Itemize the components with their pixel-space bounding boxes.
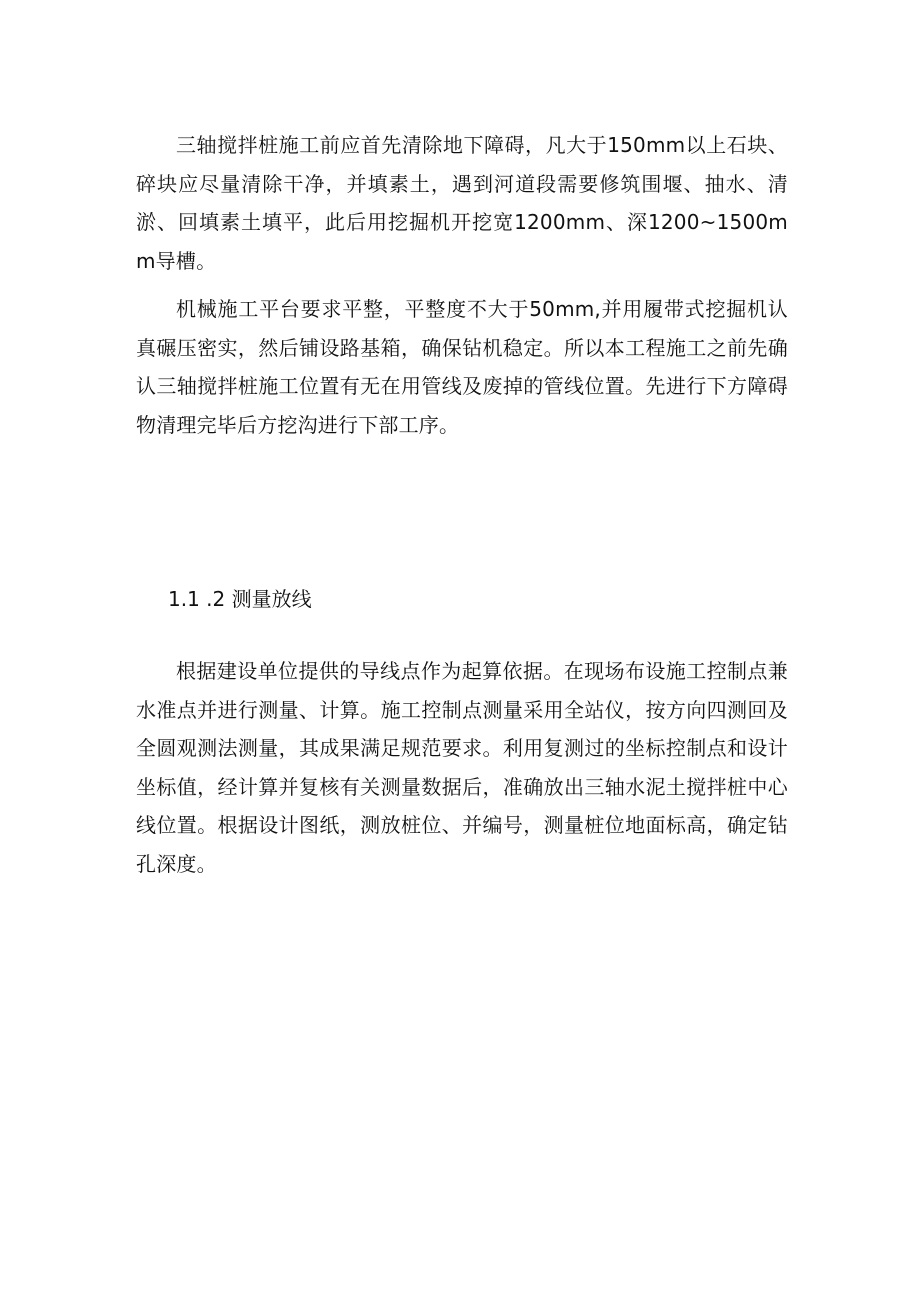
- paragraph-site-clearing: 三轴搅拌桩施工前应首先清除地下障碍，凡大于150mm以上石块、碎块应尽量清除干净，并填素土，遇到河道段需要修筑围堰、抽水、清淤、回填素土填平，此后用挖掘机开挖宽1200mm、深1200~1500mm导槽。: [136, 133, 788, 273]
- section-heading-surveying: 1.1 .2 测量放线: [168, 587, 312, 611]
- paragraph-surveying: 根据建设单位提供的导线点作为起算依据。在现场布设施工控制点兼水准点并进行测量、计算。施工控制点测量采用全站仪，按方向四测回及全圆观测法测量，其成果满足规范要求。利用复测过的坐标控制点和设计坐标值，经计算并复核有关测量数据后，准确放出三轴水泥土搅拌桩中心线位置。根据设计图纸，测放桩位、并编号，测量桩位地面标高，确定钻孔深度。: [136, 659, 788, 876]
- paragraph-work-platform: 机械施工平台要求平整，平整度不大于50mm,并用履带式挖掘机认真碾压密实，然后铺设路基箱，确保钻机稳定。所以本工程施工之前先确认三轴搅拌桩施工位置有无在用管线及废掉的管线位置。先进行下方障碍物清理完毕后方挖沟进行下部工序。: [136, 297, 788, 437]
